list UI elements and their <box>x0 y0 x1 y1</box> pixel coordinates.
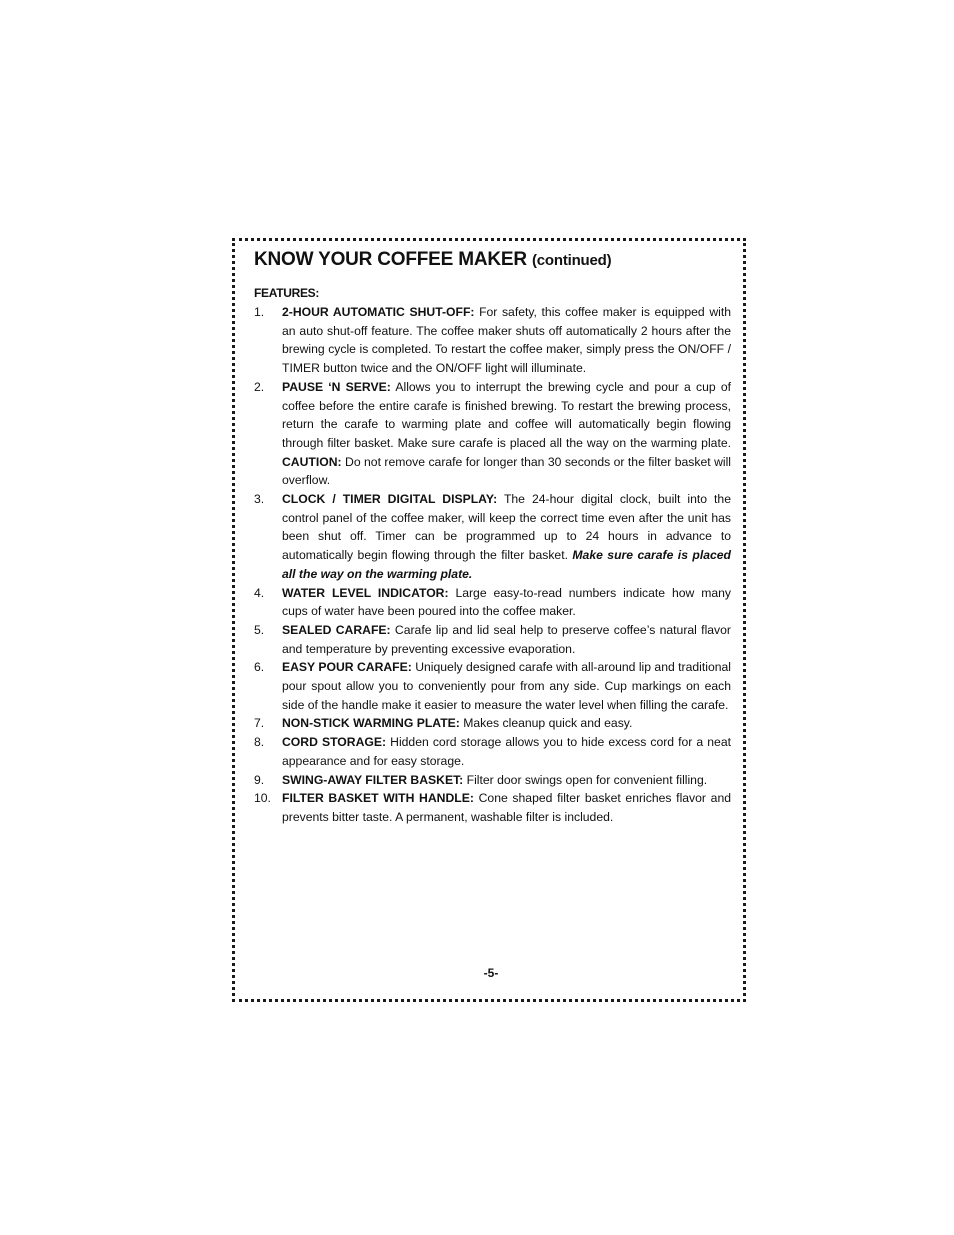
item-text: Makes cleanup quick and easy. <box>463 716 633 731</box>
page-number: -5- <box>483 966 499 980</box>
caution-text: Do not remove carafe for longer than 30 seconds or the filter basket will overflow. <box>282 454 731 488</box>
item-heading: WATER LEVEL INDICATOR: <box>282 585 449 600</box>
feature-item-shut-off <box>254 303 731 378</box>
item-number: 5. <box>254 622 265 637</box>
item-number: 9. <box>254 772 265 787</box>
item-number: 8. <box>254 735 265 750</box>
feature-item-warming-plate <box>254 714 731 733</box>
feature-item-easy-pour <box>254 658 731 714</box>
item-emphasis: Make sure carafe is placed all the way on the warming plate. <box>282 548 731 581</box>
item-number: 2. <box>254 379 265 394</box>
item-text: Cone shaped filter basket enriches flavor and prevents bitter taste. A permanent, washable filter is included. <box>282 791 732 824</box>
item-number: 4. <box>254 585 265 600</box>
title-continued: (continued) <box>531 252 612 269</box>
features-list <box>254 303 731 827</box>
item-number: 10. <box>254 791 271 806</box>
feature-item-sealed-carafe <box>254 621 731 658</box>
item-heading: CORD STORAGE: <box>282 735 387 750</box>
title-main: KNOW YOUR COFFEE MAKER <box>254 249 527 270</box>
item-number: 3. <box>254 492 265 507</box>
item-number: 7. <box>254 716 265 731</box>
item-heading: SWING-AWAY FILTER BASKET: <box>282 772 464 787</box>
feature-item-water-level <box>254 584 731 621</box>
item-heading: EASY POUR CARAFE: <box>282 660 412 675</box>
feature-item-swing-away <box>254 771 731 790</box>
item-heading: PAUSE ‘N SERVE: <box>282 379 391 394</box>
item-text: Filter door swings open for convenient filling. <box>466 772 708 787</box>
page-title <box>254 249 611 271</box>
item-heading: SEALED CARAFE: <box>282 622 391 637</box>
feature-item-filter-handle <box>254 789 731 826</box>
item-text: Large easy-to-read numbers indicate how many cups of water have been poured into the coffee maker. <box>282 585 731 619</box>
item-heading: NON-STICK WARMING PLATE: <box>282 716 460 731</box>
feature-item-clock-timer <box>254 490 731 584</box>
item-text: Allows you to interrupt the brewing cycle and pour a cup of coffee before the entire carafe is finished brewing. To restart the brewing process, return the carafe to warming plate and coffee will automatically begin flowing through filter basket. Make sure carafe is placed all the way on the warming plate. <box>282 379 731 450</box>
item-text: Hidden cord storage allows you to hide excess cord for a neat appearance and for easy storage. <box>282 735 732 768</box>
features-label: FEATURES: <box>254 286 320 300</box>
feature-item-pause-n-serve <box>254 378 731 490</box>
item-heading: CLOCK / TIMER DIGITAL DISPLAY: <box>282 492 498 507</box>
item-text: For safety, this coffee maker is equipped with an auto shut-off feature. The coffee maker shuts off automatically 2 hours after the brewing cycle is completed. To restart the coffee maker, simply press the ON/OFF / TIMER button twice and the ON/OFF light will illuminate. <box>282 305 731 376</box>
feature-item-cord-storage <box>254 733 731 770</box>
item-text: Uniquely designed carafe with all-around lip and traditional pour spout allow you to conveniently pour from any side. Cup markings on each side of the handle make it easier to measure the water level when filling the carafe. <box>282 660 731 712</box>
item-number: 6. <box>254 660 265 675</box>
caution-heading: CAUTION: <box>282 454 342 469</box>
item-heading: 2-HOUR AUTOMATIC SHUT-OFF: <box>282 305 475 319</box>
item-heading: FILTER BASKET WITH HANDLE: <box>282 791 474 806</box>
item-text: Carafe lip and lid seal help to preserve coffee’s natural flavor and temperature by preventing excessive evaporation. <box>282 622 731 656</box>
item-number: 1. <box>254 305 265 319</box>
item-text: The 24-hour digital clock, built into the control panel of the coffee maker, will keep the correct time even after the unit has been shut off. Timer can be programmed up to 24 hours in advance to automatically begin flowing through the filter basket. <box>282 492 731 563</box>
